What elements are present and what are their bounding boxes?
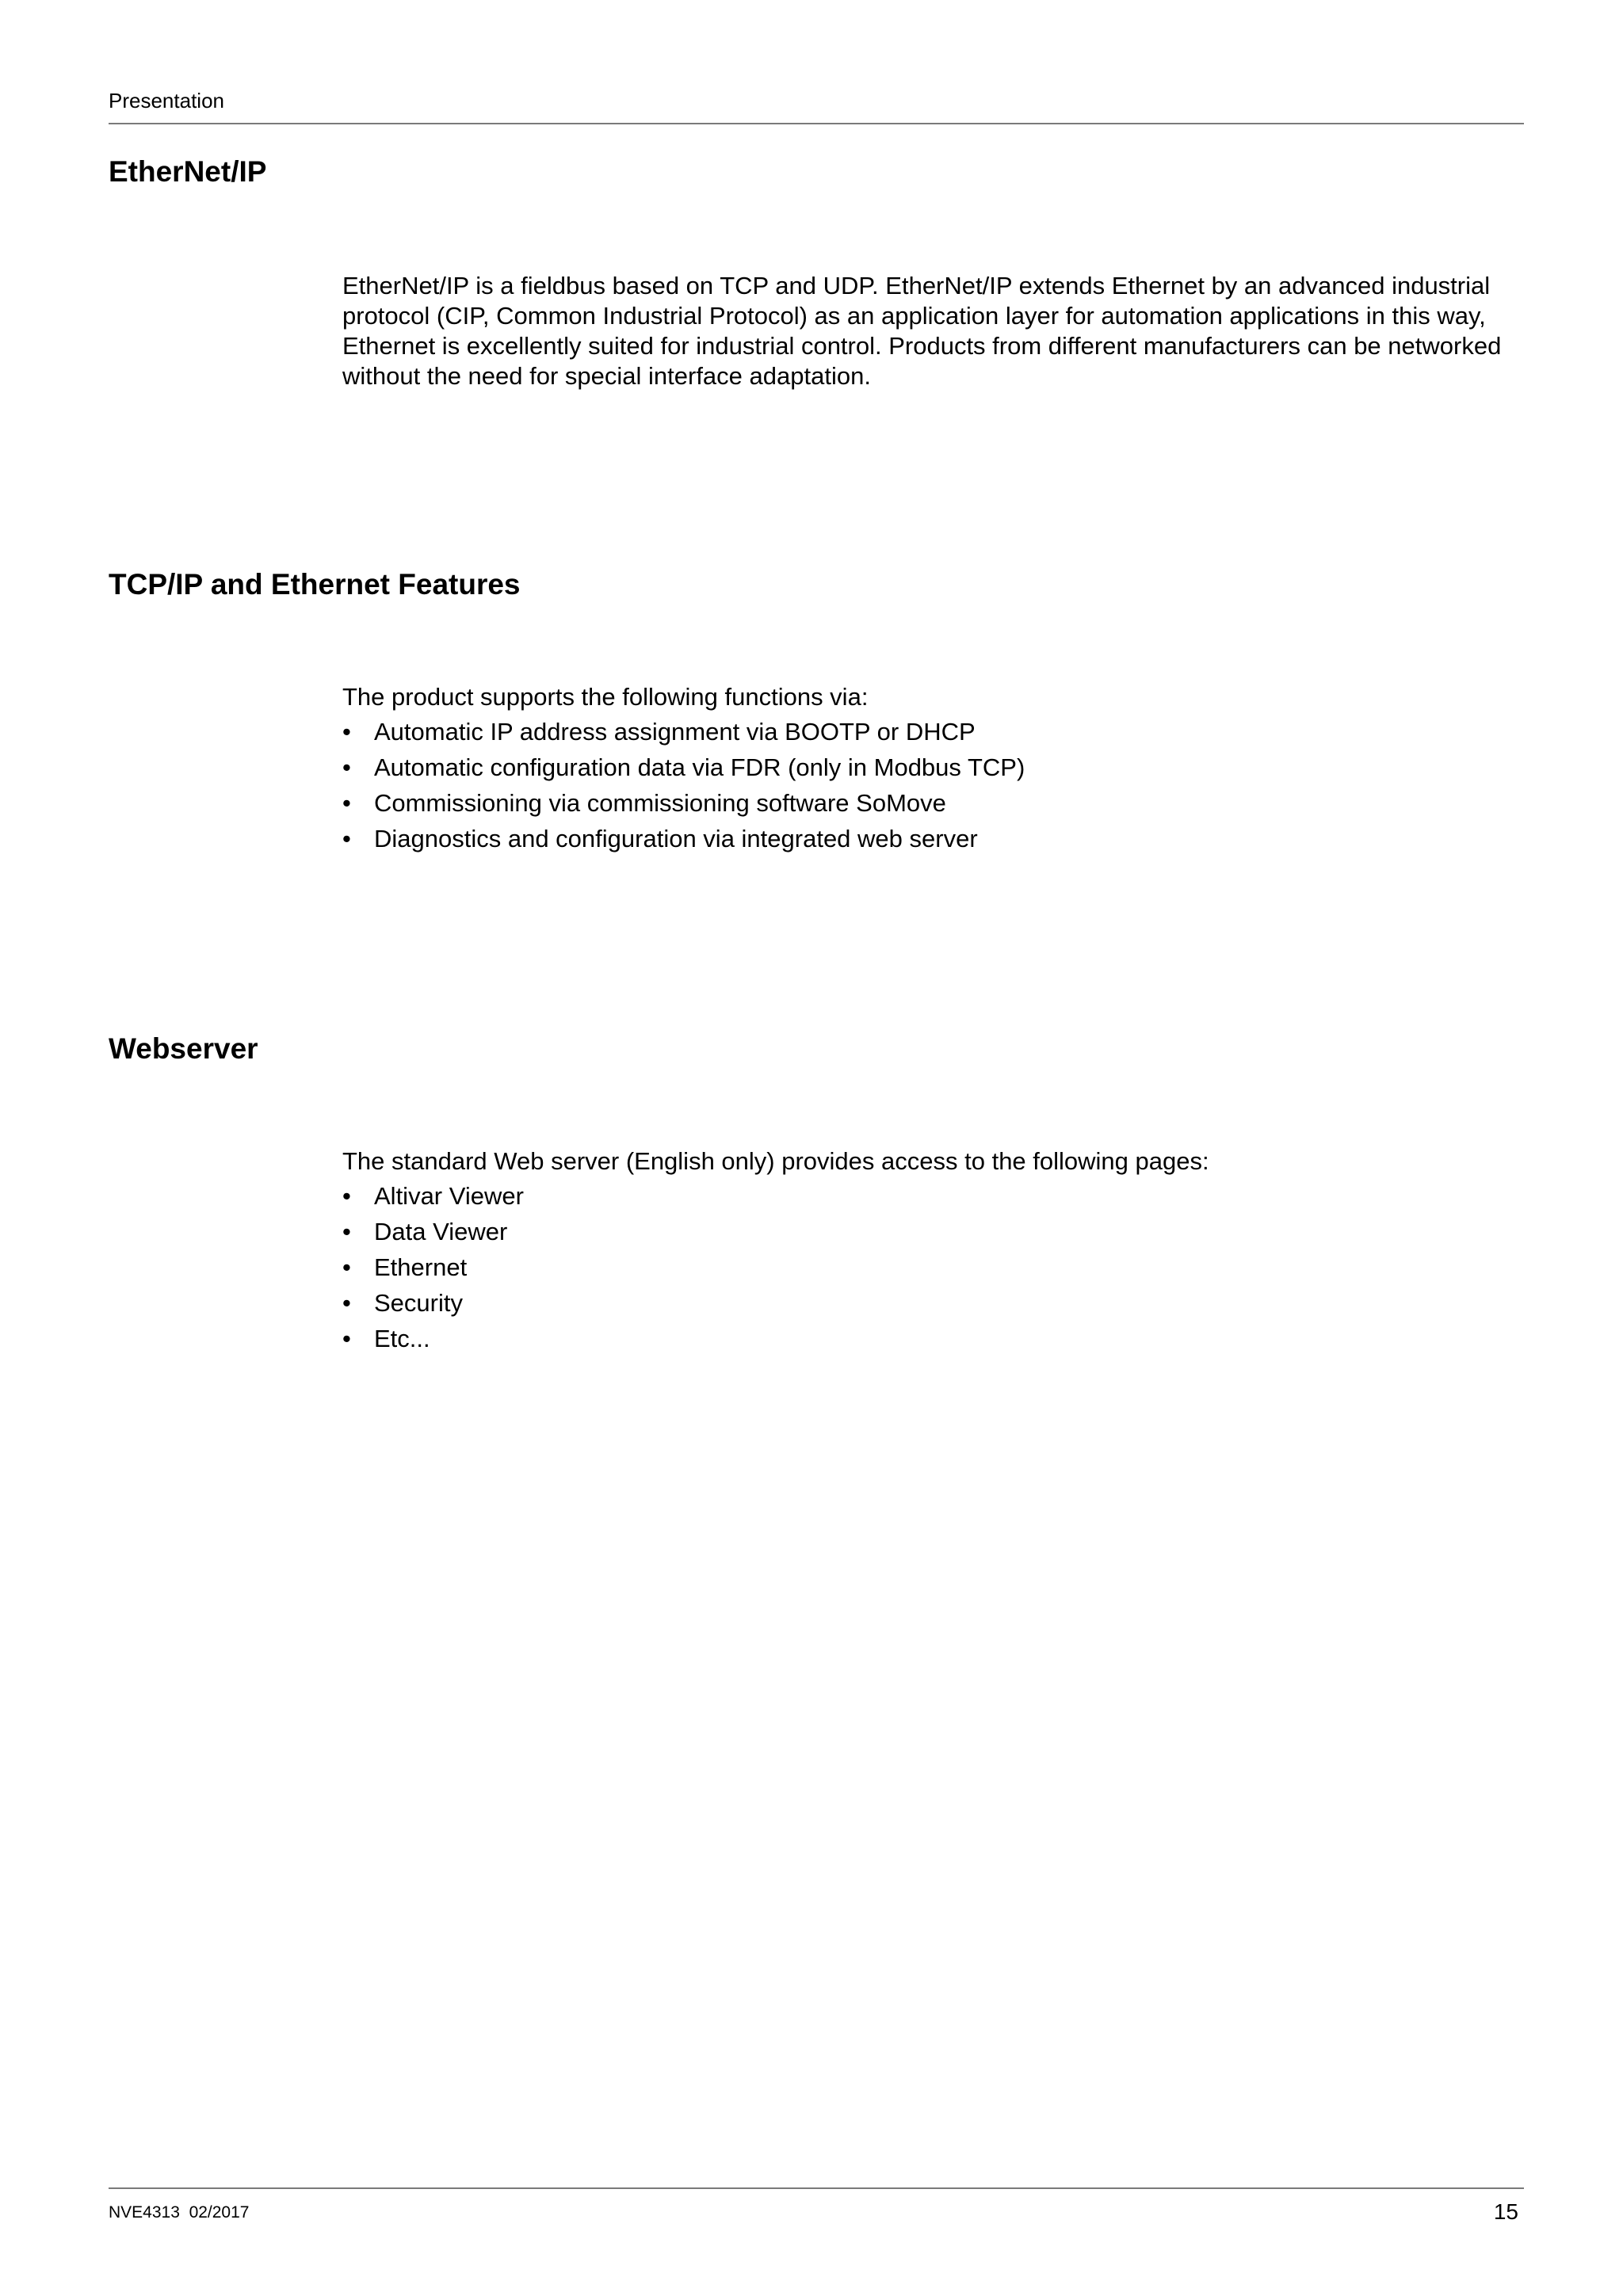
section-heading-webserver: Webserver: [109, 1032, 258, 1065]
list-item-text: Altivar Viewer: [374, 1182, 524, 1210]
bullet-icon: •: [342, 825, 351, 852]
header-divider: [109, 123, 1524, 124]
page-header-label: Presentation: [109, 89, 224, 113]
list-item-text: Diagnostics and configuration via integrated web server: [374, 825, 978, 852]
section-body-tcpip-features: [342, 682, 1515, 860]
ethernet-ip-paragraph: EtherNet/IP is a fieldbus based on TCP and UDP. EtherNet/IP extends Ethernet by an advanced industrial protocol (CIP, Common Industrial Protocol) as an application layer for automation applications in this way, Ethernet is excellently suited for industrial control. Products from different manufacturers can be networked without the need for special interface adaptation.: [342, 272, 1502, 390]
list-item: [342, 1253, 1515, 1283]
list-item: [342, 1288, 1515, 1318]
tcpip-feature-list: [342, 717, 1515, 854]
list-item: [342, 824, 1515, 854]
list-item-text: Security: [374, 1289, 463, 1317]
footer-divider: [109, 2187, 1524, 2189]
section-heading-ethernet-ip: EtherNet/IP: [109, 155, 267, 188]
footer-document-reference: NVE4313 02/2017: [109, 2203, 250, 2222]
list-item: [342, 1181, 1515, 1211]
section-heading-tcpip-features: TCP/IP and Ethernet Features: [109, 568, 521, 601]
bullet-icon: •: [342, 718, 351, 746]
list-item-text: Commissioning via commissioning software SoMove: [374, 789, 946, 817]
bullet-icon: •: [342, 1289, 351, 1317]
bullet-icon: •: [342, 1218, 351, 1245]
bullet-icon: •: [342, 789, 351, 817]
bullet-icon: •: [342, 1253, 351, 1281]
bullet-icon: •: [342, 753, 351, 781]
bullet-icon: •: [342, 1325, 351, 1352]
webserver-intro: The standard Web server (English only) provides access to the following pages:: [342, 1147, 1209, 1175]
list-item-text: Data Viewer: [374, 1218, 508, 1245]
list-item: [342, 1217, 1515, 1247]
list-item-text: Automatic IP address assignment via BOOTP or DHCP: [374, 718, 976, 746]
list-item: [342, 753, 1515, 783]
list-item: [342, 788, 1515, 818]
list-item: [342, 717, 1515, 747]
bullet-icon: •: [342, 1182, 351, 1210]
list-item-text: Etc...: [374, 1325, 430, 1352]
list-item-text: Automatic configuration data via FDR (only in Modbus TCP): [374, 753, 1025, 781]
tcpip-intro: The product supports the following functions via:: [342, 683, 869, 711]
webserver-page-list: [342, 1181, 1515, 1354]
list-item: [342, 1324, 1515, 1354]
page-number: 15: [1493, 2199, 1518, 2224]
section-body-ethernet-ip: [342, 271, 1515, 391]
list-item-text: Ethernet: [374, 1253, 468, 1281]
section-body-webserver: [342, 1146, 1515, 1360]
